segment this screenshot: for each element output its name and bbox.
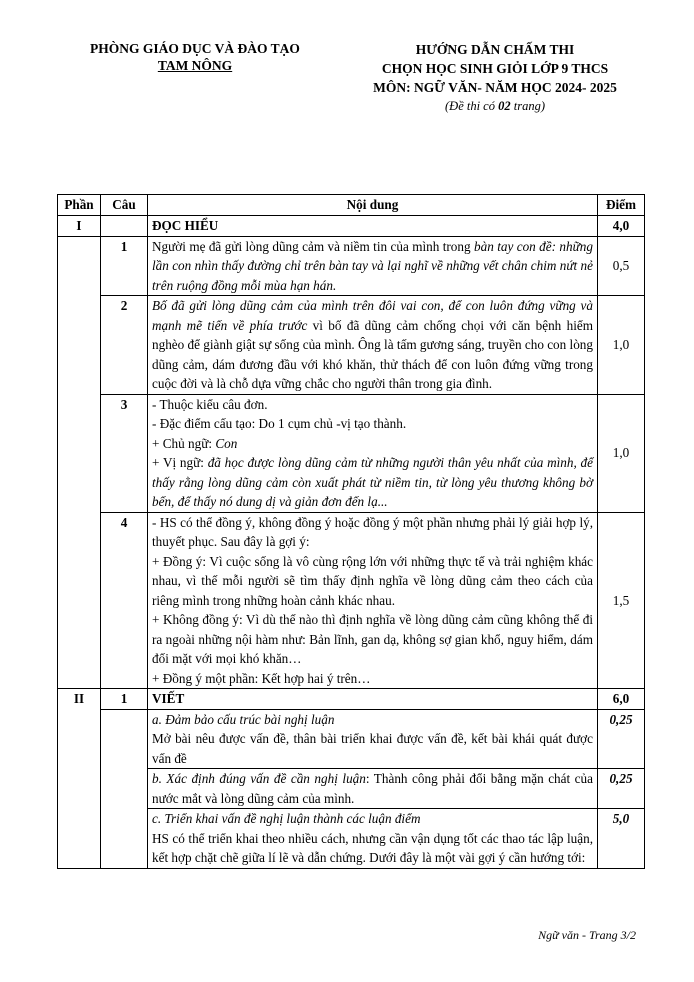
table-header-row (58, 195, 645, 216)
question-2-score: 1,0 (598, 296, 645, 395)
header-content: Nội dung (148, 195, 598, 216)
criterion-c-score: 5,0 (598, 809, 645, 869)
title-line-1: HƯỚNG DẪN CHẤM THI (415, 42, 575, 57)
question-3-row (58, 394, 645, 512)
question-3-score: 1,0 (598, 394, 645, 512)
document-title (330, 40, 660, 116)
question-3-number: 3 (101, 394, 148, 512)
title-line-3: MÔN: NGỮ VĂN- NĂM HỌC 2024- 2025 (373, 80, 617, 95)
question-2-row (58, 296, 645, 395)
section-1-title: ĐỌC HIỂU (148, 216, 598, 237)
district-name: TAM NÔNG (157, 58, 233, 73)
section-2-score: 6,0 (598, 689, 645, 710)
section-2-title: VIẾT (148, 689, 598, 710)
header-question: Câu (101, 195, 148, 216)
department-name: PHÒNG GIÁO DỤC VÀ ĐÀO TẠO (90, 41, 300, 56)
question-1-number: 1 (101, 236, 148, 296)
criterion-a-row (58, 709, 645, 769)
section-1-score: 4,0 (598, 216, 645, 237)
page-count-note: (Đề thi có 02 trang) (445, 99, 545, 113)
criterion-b-score: 0,25 (598, 769, 645, 809)
header-part: Phần (58, 195, 101, 216)
criterion-a: a. Đảm bảo cấu trúc bài nghị luận Mở bài nêu được vấn đề, thân bài triển khai được vấn đề, kết bài khái quát được vấn đề (148, 709, 598, 769)
header-score: Điểm (598, 195, 645, 216)
title-line-2: CHỌN HỌC SINH GIỎI LỚP 9 THCS (381, 61, 609, 76)
criterion-b: b. Xác định đúng vấn đề cần nghị luận: Thành công phải đổi bằng mặn chát của nước mắt và lòng dũng cảm của mình. (148, 769, 598, 809)
grading-table (57, 194, 645, 869)
section-2-question-number: 1 (101, 689, 148, 710)
question-1-row (58, 236, 645, 296)
question-2-number: 2 (101, 296, 148, 395)
question-2-answer: Bố đã gửi lòng dũng cảm của mình trên đôi vai con, để con luôn đứng vững và mạnh mẽ tiến về phía trước vì bố đã dũng cảm chống chọi với căn bệnh hiểm nghèo để giành giật sự sống của mình. Ông là tấm gương sáng, truyền cho con lòng dũng cảm, dám đương đầu với khó khăn, thử thách để con luôn đứng vững trong cuộc đời và là chỗ dựa vững chắc cho người thân trong gia đình. (148, 296, 598, 395)
section-2-row (58, 689, 645, 710)
section-2-part: II (58, 689, 101, 869)
question-1-score: 0,5 (598, 236, 645, 296)
criterion-a-score: 0,25 (598, 709, 645, 769)
question-1-answer: Người mẹ đã gửi lòng dũng cảm và niềm tin của mình trong bàn tay con đề: những lần con nhìn thấy đường chỉ trên bàn tay và lại nghĩ về những vết chân chim nứt nẻ trên ruộng đồng mỗi mùa hạn hán. (148, 236, 598, 296)
page-footer: Ngữ văn - Trang 3/2 (538, 928, 636, 942)
criterion-c: c. Triển khai vấn đề nghị luận thành các luận điểm HS có thể triển khai theo nhiều cách, nhưng cần vận dụng tốt các thao tác lập luận, kết hợp chặt chẽ giữa lí lẽ và dẫn chứng. Dưới đây là một vài gợi ý cần hướng tới: (148, 809, 598, 869)
question-3-answer: - Thuộc kiểu câu đơn. - Đặc điểm cấu tạo: Do 1 cụm chủ -vị tạo thành. + Chủ ngữ: Con + Vị ngữ: đã học được lòng dũng cảm từ những người thân yêu nhất của mình, để thấy rằng lòng dũng cảm còn xuất phát từ niềm tin, từ lòng yêu thương không bờ bến, để thấy nó dung dị và giản đơn đến lạ... (148, 394, 598, 512)
question-4-answer: - HS có thể đồng ý, không đồng ý hoặc đồng ý một phần nhưng phải lý giải hợp lý, thuyết phục. Sau đây là gợi ý: + Đồng ý: Vì cuộc sống là vô cùng rộng lớn với những thực tế và trải nghiệm khác nhau, vì thế mỗi người sẽ tìm thấy định nghĩa về lòng dũng cảm theo cách của riêng mình trong những hoàn cảnh khác nhau. + Không đồng ý: Vì dù thế nào thì định nghĩa về lòng dũng cảm cũng không thể đi ra ngoài những nội hàm như: Bản lĩnh, gan dạ, không sợ gian khổ, nguy hiểm, dám đối mặt với mọi khó khăn… + Đồng ý một phần: Kết hợp hai ý trên… (148, 512, 598, 689)
department-header (70, 40, 320, 74)
question-4-row (58, 512, 645, 689)
question-4-number: 4 (101, 512, 148, 689)
question-4-score: 1,5 (598, 512, 645, 689)
section-1-part: I (58, 216, 101, 237)
section-1-row (58, 216, 645, 237)
